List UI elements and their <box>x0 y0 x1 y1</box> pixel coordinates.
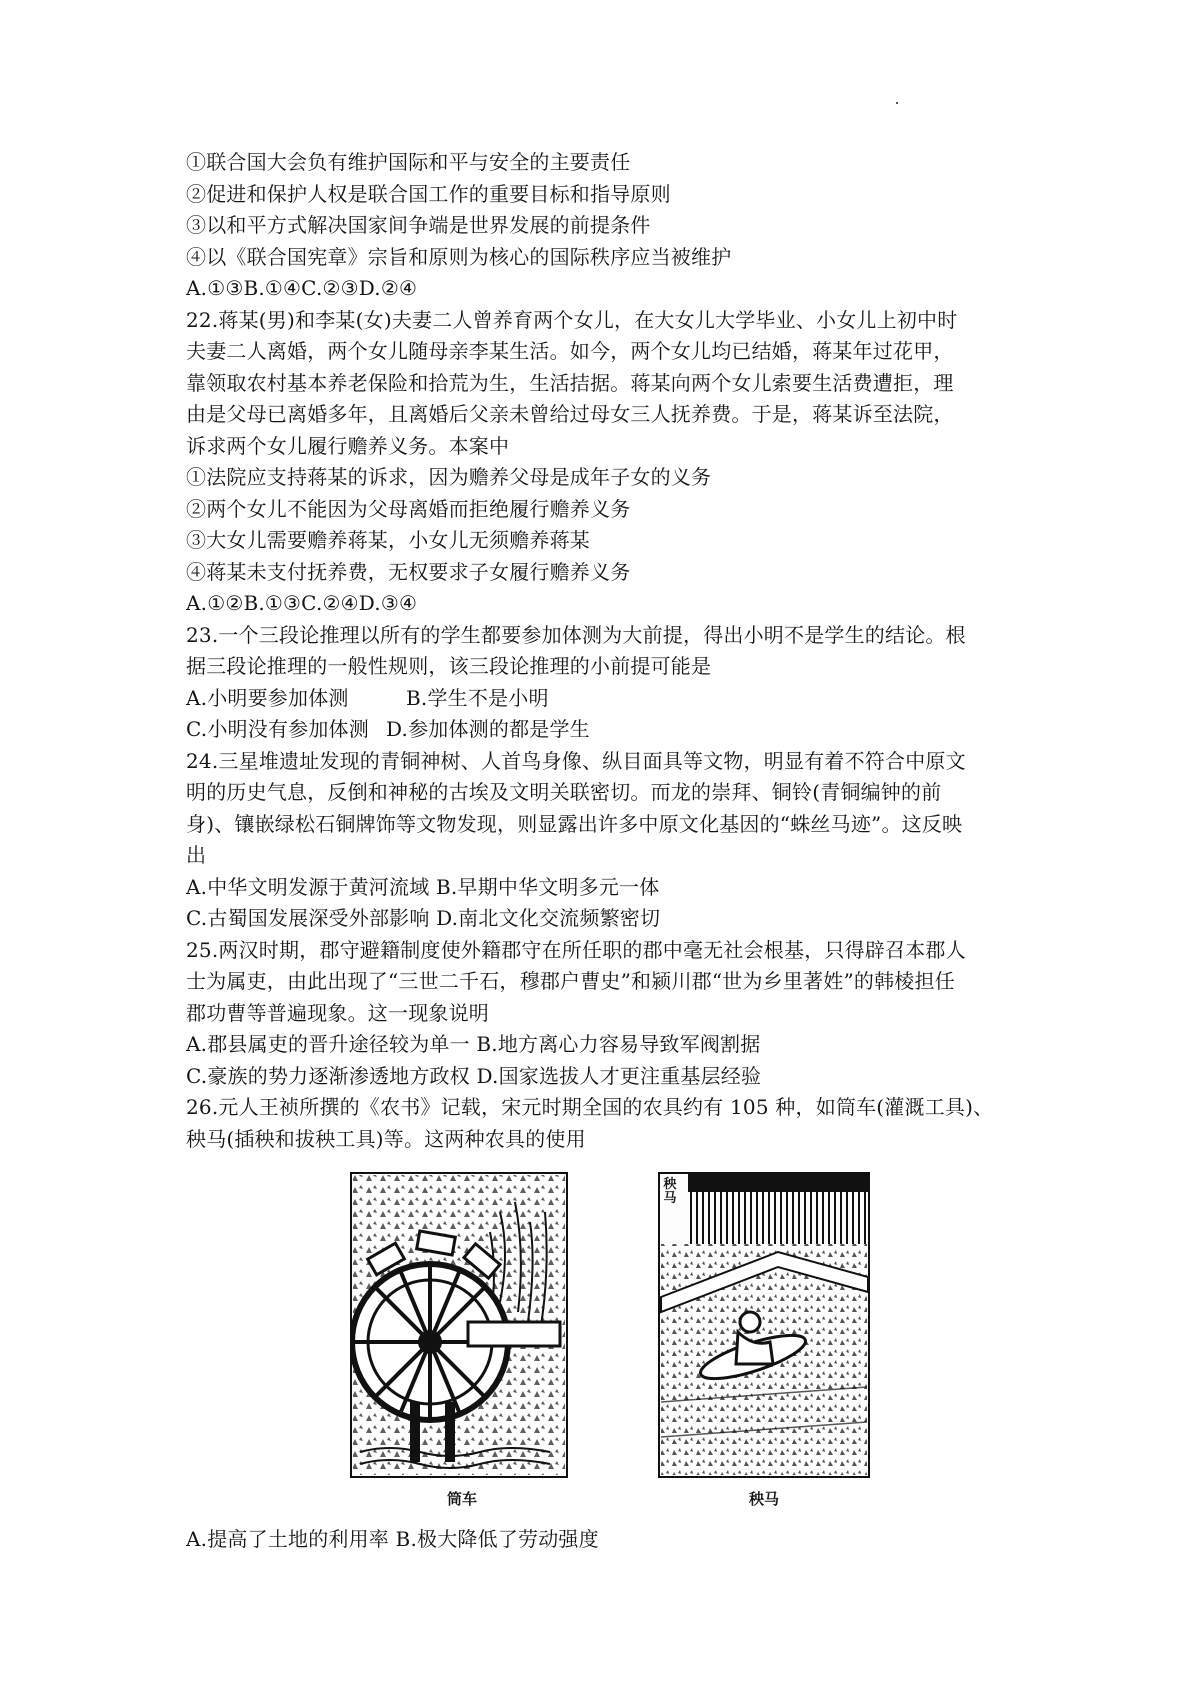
q22-stem-4: 由是父母已离婚多年，且离婚后父亲未曾给过母女三人抚养费。于是，蒋某诉至法院， <box>186 402 954 426</box>
q26-options <box>186 1524 599 1556</box>
q22-stem-1: 22.蒋某(男)和李某(女)夫妻二人曾养育两个女儿，在大女儿大学毕业、小女儿上初中时 <box>186 307 958 332</box>
q22-options: A.①②B.①③C.②④D.③④ <box>186 591 418 615</box>
q26-figures <box>350 1172 870 1512</box>
q25-options-row-2: C.豪族的势力逐渐渗透地方政权 D.国家选拔人才更注重基层经验 <box>186 1063 762 1088</box>
q23-option-a: A.小明要参加体测 <box>186 685 349 710</box>
q22-statement-4: ④蒋某未支付抚养费，无权要求子女履行赡养义务 <box>186 559 631 584</box>
scan-speck <box>896 102 898 104</box>
q23-stem-2: 据三段论推理的一般性规则，该三段论推理的小前提可能是 <box>186 654 712 678</box>
q21-options: A.①③B.①④C.②③D.②④ <box>186 276 418 300</box>
question-text <box>186 147 1036 1155</box>
q25-stem-3: 郡功曹等普遍现象。这一现象说明 <box>186 1000 489 1025</box>
q23-options-row-2 <box>186 714 1036 746</box>
tongche-caption: 筒车 <box>446 1490 477 1508</box>
q23-options-row-1 <box>186 683 1036 715</box>
yangma-inset-label: 秧马 <box>660 1178 680 1206</box>
q24-stem-1: 24.三星堆遗址发现的青铜神树、人首鸟身像、纵目面具等文物，明显有着不符合中原文 <box>186 748 966 773</box>
q22-statement-3: ③大女儿需要赡养蒋某，小女儿无须赡养蒋某 <box>186 528 590 552</box>
q26-stem-1: 26.元人王祯所撰的《农书》记载，宋元时期全国的农具约有 105 种，如筒车(灌溉工具)、 <box>186 1095 994 1119</box>
q26-options-row-1: A.提高了土地的利用率 B.极大降低了劳动强度 <box>186 1527 599 1551</box>
yangma-illustration <box>658 1172 870 1508</box>
q22-stem-2: 夫妻二人离婚，两个女儿随母亲李某生活。如今，两个女儿均已结婚，蒋某年过花甲， <box>186 339 954 363</box>
q21-statement-3: ③以和平方式解决国家间争端是世界发展的前提条件 <box>186 213 651 237</box>
q21-statement-4: ④以《联合国宪章》宗旨和原则为核心的国际秩序应当被维护 <box>186 244 732 269</box>
q23-option-d: D.参加体测的都是学生 <box>386 717 590 741</box>
q24-stem-3: 身)、镶嵌绿松石铜牌饰等文物发现，则显露出许多中原文化基因的“蛛丝马迹”。这反映 <box>186 811 963 836</box>
q23-option-b: B.学生不是小明 <box>406 685 549 710</box>
q22-statement-2: ②两个女儿不能因为父母离婚而拒绝履行赡养义务 <box>186 496 631 521</box>
q24-options-row-2: C.古蜀国发展深受外部影响 D.南北文化交流频繁密切 <box>186 906 661 930</box>
q24-stem-4: 出 <box>186 843 207 867</box>
q25-stem-2: 士为属吏，由此出现了“三世二千石，穆郡户曹史”和颍川郡“世为乡里著姓”的韩棱担任 <box>186 969 955 993</box>
q24-options-row-1: A.中华文明发源于黄河流域 B.早期中华文明多元一体 <box>186 874 660 899</box>
q21-statement-2: ②促进和保护人权是联合国工作的重要目标和指导原则 <box>186 181 671 206</box>
q25-stem-1: 25.两汉时期，郡守避籍制度使外籍郡守在所任职的郡中毫无社会根基，只得辟召本郡人 <box>186 937 966 962</box>
q21-statement-1: ①联合国大会负有维护国际和平与安全的主要责任 <box>186 150 631 174</box>
q22-statement-1: ①法院应支持蒋某的诉求，因为赡养父母是成年子女的义务 <box>186 465 712 489</box>
q24-stem-2: 明的历史气息，反倒和神秘的古埃及文明关联密切。而龙的崇拜、铜铃(青铜编钟的前 <box>186 780 942 804</box>
q23-option-c: C.小明没有参加体测 <box>186 717 369 741</box>
yangma-caption: 秧马 <box>748 1490 779 1508</box>
q22-stem-5: 诉求两个女儿履行赡养义务。本案中 <box>186 433 510 458</box>
q22-stem-3: 靠领取农村基本养老保险和拾荒为生，生活拮据。蒋某向两个女儿索要生活费遭拒，理 <box>186 370 954 395</box>
q26-stem-2: 秧马(插秧和拔秧工具)等。这两种农具的使用 <box>186 1126 586 1151</box>
tongche-illustration <box>350 1172 568 1508</box>
q25-options-row-1: A.郡县属吏的晋升途径较为单一 B.地方离心力容易导致军阀割据 <box>186 1032 761 1056</box>
q23-stem-1: 23.一个三段论推理以所有的学生都要参加体测为大前提，得出小明不是学生的结论。根 <box>186 622 966 647</box>
